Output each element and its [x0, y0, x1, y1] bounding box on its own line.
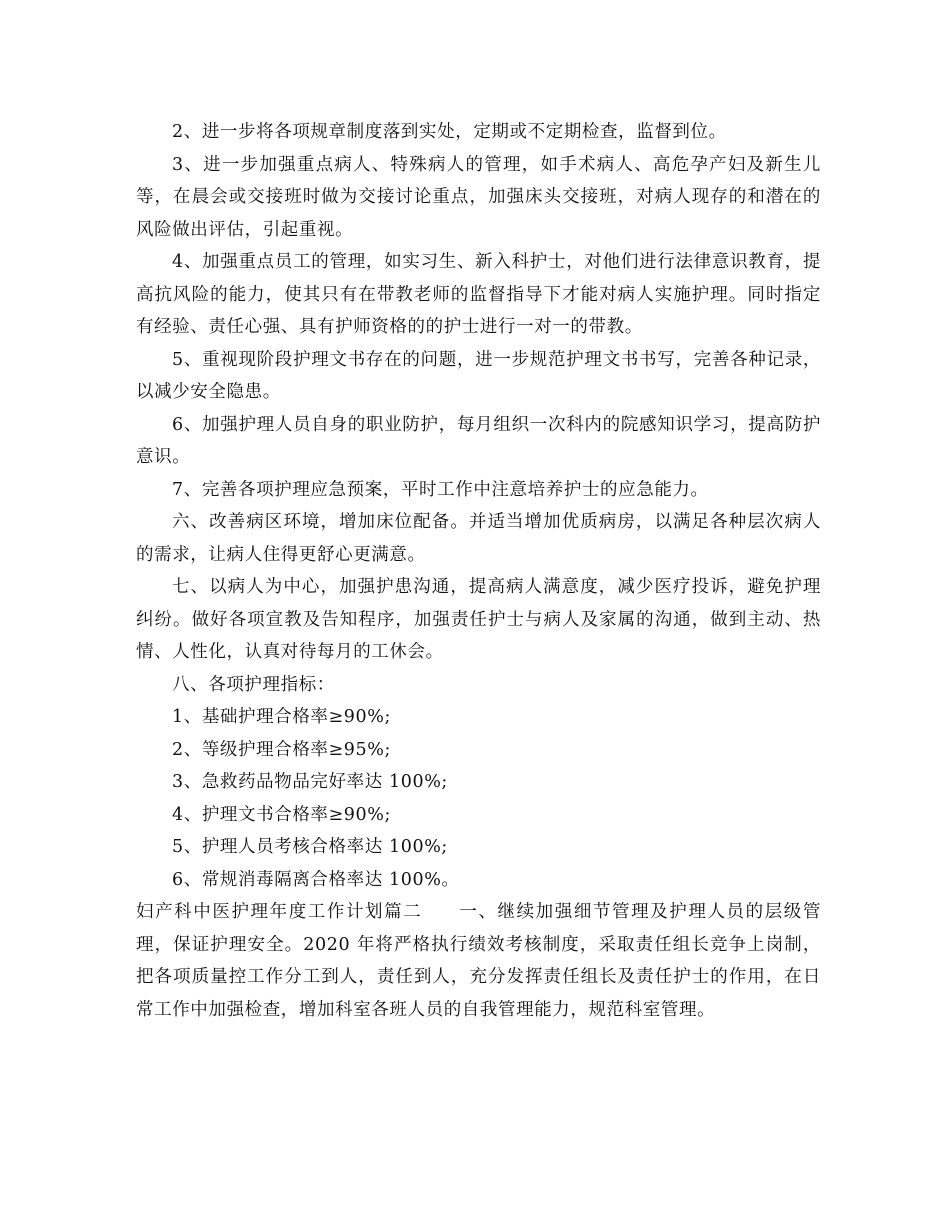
list-item: 1、基础护理合格率≥90%; — [172, 707, 391, 727]
list-item: 3、急救药品物品完好率达 100%; — [172, 772, 448, 792]
paragraph: 2、进一步将各项规章制度落到实处，定期或不定期检查，监督到位。 — [172, 122, 727, 142]
list-item: 6、常规消毒隔离合格率达 100%。 — [172, 869, 460, 890]
paragraph: 7、完善各项护理应急预案，平时工作中注意培养护士的应急能力。 — [172, 479, 709, 500]
list-item: 4、护理文书合格率≥90%; — [172, 804, 391, 825]
list-heading: 八、各项护理指标： — [172, 674, 335, 695]
paragraph: 6、加强护理人员自身的职业防护，每月组织一次科内的院感知识学习，提高防护意识。 — [136, 414, 821, 467]
paragraph: 4、加强重点员工的管理，如实习生、新入科护士，对他们进行法律意识教育，提高抗风险的能力，使其只有在带教老师的监督指导下才能对病人实施护理。同时指定有经验、责任心强、具有护师资格的的护士进行一对一的带教。 — [136, 252, 821, 337]
section-body: 一、继续加强细节管理及护理人员的层级管理，保证护理安全。2020 年将严格执行绩效考核制度，采取责任组长竞争上岗制，把各项质量控工作分工到人，责任到人，充分发挥责任组长及责任护士的作用，在日常工作中加强检查，增加科室各班人员的自我管理能力，规范科室管理。 — [136, 902, 821, 1020]
list-item: 2、等级护理合格率≥95%; — [172, 739, 391, 760]
paragraph: 5、重视现阶段护理文书存在的问题，进一步规范护理文书书写，完善各种记录，以减少安全隐患。 — [136, 349, 821, 402]
paragraph: 六、改善病区环境，增加床位配备。并适当增加优质病房，以满足各种层次病人的需求，让病人住得更舒心更满意。 — [136, 512, 821, 565]
list-item: 5、护理人员考核合格率达 100%; — [172, 837, 448, 857]
section-paragraph — [136, 896, 821, 1026]
document-body — [136, 116, 821, 1026]
paragraph: 七、以病人为中心，加强护患沟通，提高病人满意度，减少医疗投诉，避免护理纠纷。做好各项宣教及告知程序，加强责任护士与病人及家属的沟通，做到主动、热情、人性化，认真对待每月的工休会。 — [136, 577, 821, 662]
section-title: 妇产科中医护理年度工作计划篇二 — [136, 902, 423, 922]
paragraph: 3、进一步加强重点病人、特殊病人的管理，如手术病人、高危孕产妇及新生儿等，在晨会或交接班时做为交接讨论重点，加强床头交接班，对病人现存的和潜在的风险做出评估，引起重视。 — [136, 154, 821, 240]
